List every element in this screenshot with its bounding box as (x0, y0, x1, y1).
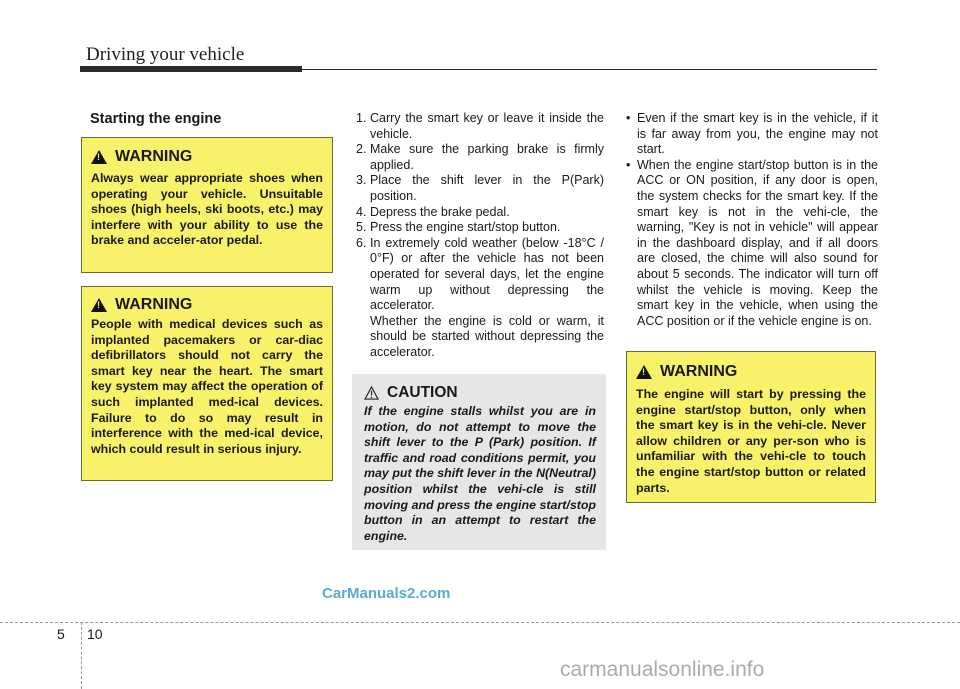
warning-box-start-button (626, 351, 876, 503)
bullet-text: When the engine start/stop button is in the ACC or ON position, if any door is open, the system checks for the smart key. If the smart key is not in the vehi-cle, the warning, "Key is not in vehicle" will appear in the dashboard display, and if all doors are closed, the chime will also sound for about 5 seconds. The indicator will turn off whilst the vehicle is moving. Keep the smart key in the vehicle, when using the ACC position or if the vehicle engine is on. (637, 157, 878, 328)
step-note: Whether the engine is cold or warm, it should be started without depressing the accelerator. (370, 313, 604, 359)
warning-icon (91, 150, 107, 164)
warning-body: People with medical devices such as implanted pacemakers or car-diac defibrillators should not carry the smart key near the heart. The smart key system may affect the operation of such implanted med-ical devices. Failure to do so may result in interference with the med-ical device, which could result in serious injury. (91, 317, 323, 456)
page-number: 10 (87, 626, 103, 642)
warning-icon (91, 298, 107, 312)
caution-body: If the engine stalls whilst you are in motion, do not attempt to move the shift lever to the P (Park) position. If traffic and road conditions permit, you may put the shift lever in the N(Neutral) position whilst the vehi-cle is still moving and press the engine start/stop button in an attempt to restart the engine. (364, 404, 596, 543)
watermark-bottom[interactable]: carmanualsonline.info (560, 658, 765, 681)
step-text: Place the shift lever in the P(Park) position. (370, 173, 604, 203)
bullet-dot: • (626, 111, 631, 125)
list-item (626, 111, 878, 158)
step-number: 1. (356, 111, 367, 125)
warning-title-text: WARNING (115, 296, 193, 313)
section-title: Starting the engine (90, 111, 222, 127)
footer-rule (0, 622, 960, 623)
warning-box-shoes (81, 137, 333, 273)
step-text: Press the engine start/stop button. (370, 220, 561, 235)
step-number: 2. (356, 142, 367, 157)
header-bar (80, 66, 302, 72)
step-text: Carry the smart key or leave it inside the vehicle. (370, 111, 604, 141)
warning-title (91, 296, 323, 314)
caution-title (364, 384, 596, 402)
warning-box-medical-devices (81, 286, 333, 481)
step-text: Depress the brake pedal. (370, 204, 510, 219)
starting-steps-list (356, 111, 604, 361)
bullet-dot: • (626, 157, 631, 172)
list-item (356, 173, 604, 204)
footer-divider (81, 622, 82, 689)
chapter-number: 5 (57, 626, 65, 642)
list-item (356, 111, 604, 142)
step-number: 4. (356, 204, 367, 219)
step-text: Make sure the parking brake is firmly applied. (370, 142, 604, 172)
step-number: 3. (356, 173, 367, 188)
step-number: 6. (356, 235, 367, 250)
warning-body: The engine will start by pressing the engine start/stop button, only when the smart key is in the vehi-cle. Never allow children or any per-son who is unfamiliar with the vehi-cle to touch the engine start/stop button or related parts. (636, 387, 866, 495)
bullet-text: Even if the smart key is in the vehicle, if it is far away from you, the engine may not start. (637, 111, 878, 157)
caution-icon (364, 386, 379, 400)
page-header-title: Driving your vehicle (86, 44, 245, 65)
step-text: In extremely cold weather (below -18°C / 0°F) or after the vehicle has not been operated for several days, let the engine warm up without depressing the accelerator. (370, 235, 604, 313)
warning-icon (636, 365, 652, 379)
notes-bullet-list (626, 111, 878, 329)
caution-title-text: CAUTION (387, 384, 458, 401)
list-item (356, 236, 604, 314)
header-rule (302, 69, 877, 70)
warning-title (636, 363, 866, 381)
warning-title-text: WARNING (115, 148, 193, 165)
list-item (356, 142, 604, 173)
warning-title-text: WARNING (660, 363, 738, 380)
step-number: 5. (356, 220, 367, 235)
list-item (356, 220, 604, 236)
watermark-top[interactable]: CarManuals2.com (322, 585, 451, 602)
list-item (626, 158, 878, 330)
warning-title (91, 148, 323, 166)
warning-body: Always wear appropriate shoes when operating your vehicle. Unsuitable shoes (high heels, ski boots, etc.) may interfere with your ability to use the brake and acceler-ator pedal. (91, 171, 323, 248)
list-item (356, 205, 604, 221)
caution-box (352, 374, 606, 550)
